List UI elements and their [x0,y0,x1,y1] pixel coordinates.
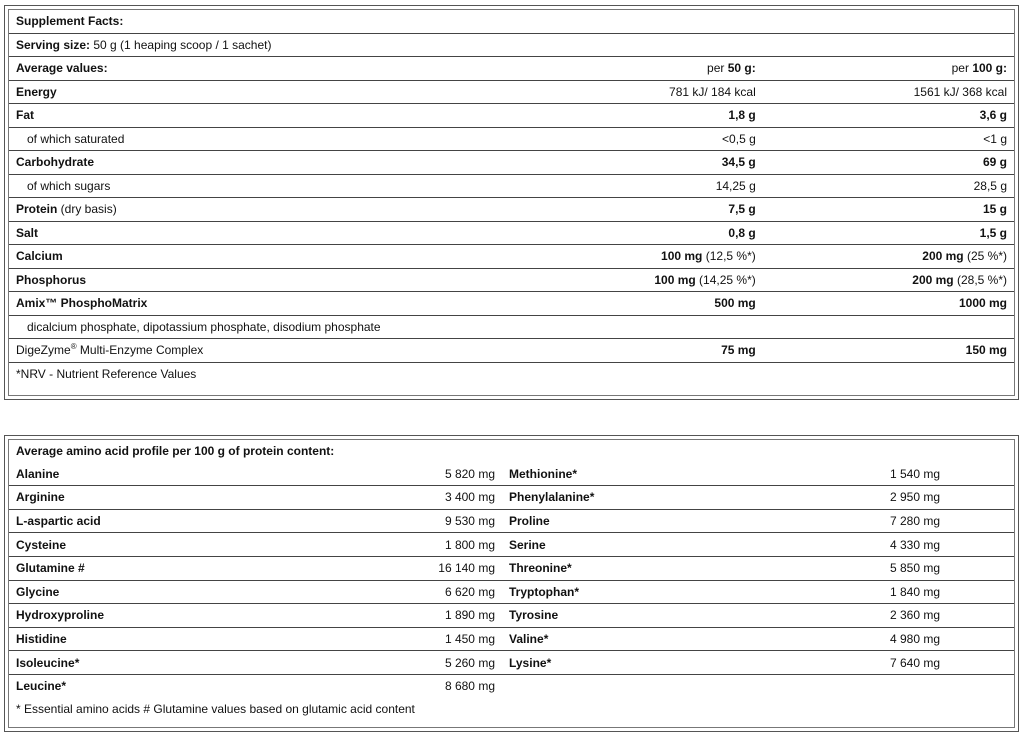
amino-acid-name: Leucine* [16,679,67,694]
nutrient-name: Fat [9,104,512,128]
value-per-50g: <0,5 g [512,127,763,151]
table-row [9,174,1014,198]
amino-acid-value: 1 450 mg [352,627,502,651]
value-amount: 200 mg [912,272,954,287]
per-50g-prefix: per [707,61,728,76]
table-row [9,127,1014,151]
amino-acid-name: Isoleucine* [9,651,352,675]
value-per-50g: 1,8 g [512,104,763,128]
amino-acid-name: Lysine* [502,651,840,675]
nutrient-name: Calcium [9,245,512,269]
per-100g-header [763,57,1014,81]
value-per-100g: <1 g [763,127,1014,151]
amino-acid-value: 7 640 mg [840,651,1014,675]
table-row [9,651,1014,675]
table-row [9,604,1014,628]
facts-title-row [9,10,1014,33]
nutrient-name: of which saturated [9,127,512,151]
amino-acid-name: Proline [502,509,840,533]
per-100g-prefix: per [951,61,973,76]
value-nrv: (25 %*) [963,249,1007,264]
amino-acid-value: 5 850 mg [840,556,1014,580]
value-per-50g: 0,8 g [512,221,763,245]
value-nrv: (28,5 %*) [953,272,1007,287]
serving-size-label: Serving size: [16,37,91,52]
value-per-50g: 14,25 g [512,174,763,198]
nutrient-name: Energy [9,80,512,104]
value-per-50g [512,268,763,292]
supplement-facts-table [9,10,1014,385]
amino-acid-value: 6 620 mg [352,580,502,604]
table-row [9,486,1014,510]
value-nrv: (14,25 %*) [695,272,756,287]
value-per-100g: 69 g [763,151,1014,175]
nutrient-name: Amix™ PhosphoMatrix [9,292,512,316]
value-per-100g: 1561 kJ/ 368 kcal [763,80,1014,104]
amino-acid-value: 1 540 mg [840,463,1014,486]
table-row [9,556,1014,580]
table-row [9,221,1014,245]
nutrient-name: Phosphorus [9,268,512,292]
amino-title: Average amino acid profile per 100 g of protein content: [16,444,335,459]
amino-acid-panel [4,435,1019,732]
amino-acid-value [840,674,1014,697]
value-nrv: (12,5 %*) [702,249,756,264]
amino-acid-value: 16 140 mg [352,556,502,580]
average-values-label: Average values: [9,57,512,81]
nutrient-name: Salt [9,221,512,245]
value-per-50g: 781 kJ/ 184 kcal [512,80,763,104]
amino-acid-name: Glutamine # [9,556,352,580]
value-amount: 100 mg [654,272,696,287]
value-per-100g: 3,6 g [763,104,1014,128]
amino-acid-value: 5 820 mg [352,463,502,486]
amino-acid-value: 1 800 mg [352,533,502,557]
nutrient-name [9,198,512,222]
table-row [9,292,1014,316]
value-per-100g: 15 g [763,198,1014,222]
amino-footnote-row [9,698,1014,721]
value-per-50g: 7,5 g [512,198,763,222]
table-row [9,627,1014,651]
value-amount: 200 mg [922,249,964,264]
table-row [9,509,1014,533]
amino-acid-name: Methionine* [502,463,840,486]
amino-acid-name: Tyrosine [502,604,840,628]
nutrient-name-note: Multi-Enzyme Complex [76,343,204,358]
nutrient-name: Carbohydrate [9,151,512,175]
per-50g-amount: 50 g: [727,61,756,76]
amino-acid-value: 4 980 mg [840,627,1014,651]
value-per-100g: 150 mg [763,339,1014,363]
nutrient-name: of which sugars [9,174,512,198]
amino-acid-name: Serine [502,533,840,557]
amino-acid-name: Arginine [9,486,352,510]
value-per-50g: 500 mg [512,292,763,316]
serving-size-row [9,33,1014,57]
amino-acid-name: Glycine [9,580,352,604]
value-per-100g [763,268,1014,292]
amino-acid-value: 2 950 mg [840,486,1014,510]
amino-acid-value: 1 890 mg [352,604,502,628]
table-row [9,268,1014,292]
supplement-facts-panel [4,5,1019,400]
table-row [9,198,1014,222]
facts-footnote: *NRV - Nutrient Reference Values [16,366,197,381]
phosphomatrix-ingredients: dicalcium phosphate, dipotassium phosphate, disodium phosphate [9,315,1014,339]
table-row [9,533,1014,557]
facts-header-row [9,57,1014,81]
table-row [9,80,1014,104]
value-per-50g: 75 mg [512,339,763,363]
nutrient-name-main: DigeZyme [16,343,71,358]
table-row [9,339,1014,363]
amino-acid-name: Threonine* [502,556,840,580]
table-row [9,674,1014,697]
amino-acid-value: 1 840 mg [840,580,1014,604]
amino-acid-value: 4 330 mg [840,533,1014,557]
value-per-100g [763,245,1014,269]
value-amount: 100 mg [661,249,703,264]
amino-acid-name: Hydroxyproline [9,604,352,628]
table-row [9,104,1014,128]
per-100g-amount: 100 g: [972,61,1007,76]
nutrient-name [9,339,512,363]
registered-mark: ® [70,342,77,352]
table-row [9,245,1014,269]
table-row [9,580,1014,604]
amino-acid-value: 8 680 mg [444,679,495,694]
amino-acid-name: Phenylalanine* [502,486,840,510]
value-per-100g: 1,5 g [763,221,1014,245]
nutrient-name-note: (dry basis) [57,202,117,217]
serving-size [9,33,1014,57]
table-row [9,463,1014,486]
amino-acid-value: 9 530 mg [352,509,502,533]
amino-acid-name: Alanine [9,463,352,486]
amino-acid-name: Tryptophan* [502,580,840,604]
amino-title-row [9,440,1014,463]
amino-acid-value: 2 360 mg [840,604,1014,628]
per-50g-header [512,57,763,81]
facts-footnote-row [9,362,1014,385]
table-row [9,151,1014,175]
amino-acid-table [9,440,1014,720]
amino-acid-value: 3 400 mg [352,486,502,510]
amino-footnote: * Essential amino acids # Glutamine values based on glutamic acid content [16,701,415,716]
amino-acid-name: Histidine [9,627,352,651]
amino-acid-name: Valine* [502,627,840,651]
serving-size-value: 50 g (1 heaping scoop / 1 sachet) [90,37,272,52]
amino-acid-name: Cysteine [9,533,352,557]
value-per-100g: 28,5 g [763,174,1014,198]
value-per-100g: 1000 mg [763,292,1014,316]
amino-acid-value: 7 280 mg [840,509,1014,533]
value-per-50g [512,245,763,269]
amino-acid-name [502,674,840,697]
amino-acid-value: 5 260 mg [352,651,502,675]
facts-title: Supplement Facts: [9,10,1014,33]
value-per-50g: 34,5 g [512,151,763,175]
table-row [9,315,1014,339]
amino-acid-name: L-aspartic acid [9,509,352,533]
nutrient-name-main: Protein [16,202,58,217]
